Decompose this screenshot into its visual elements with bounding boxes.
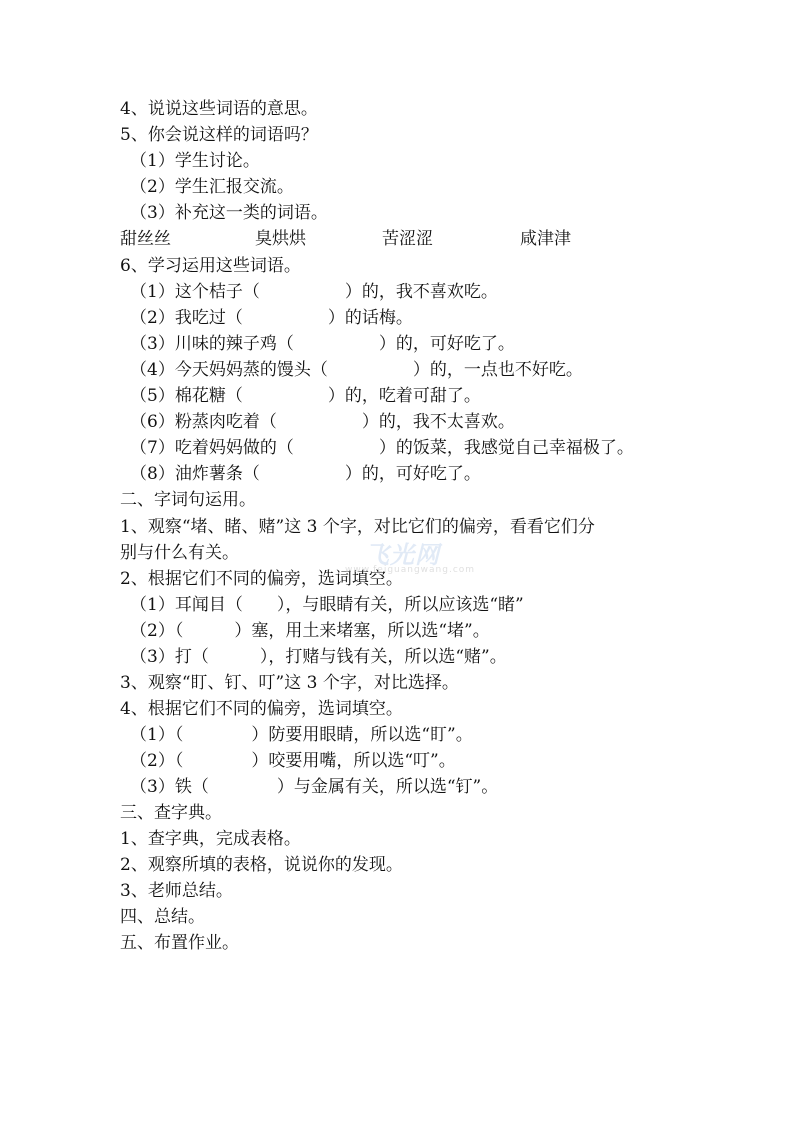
text-line: （8）油炸薯条（ ）的，可好吃了。 <box>130 464 481 484</box>
text-line: （3）补充这一类的词语。 <box>130 203 328 223</box>
text-line: （5）棉花糖（ ）的，吃着可甜了。 <box>130 386 481 406</box>
text-line: 别与什么有关。 <box>120 543 239 563</box>
word-example: 苦涩涩 <box>382 229 433 249</box>
text-line: 2、根据它们不同的偏旁，选词填空。 <box>120 569 403 589</box>
text-line: 1、查字典，完成表格。 <box>120 829 301 849</box>
text-line: （4）今天妈妈蒸的馒头（ ）的，一点也不好吃。 <box>130 360 583 380</box>
word-example: 臭烘烘 <box>255 229 306 249</box>
text-line: （3）打（ ），打赌与钱有关，所以选“赌”。 <box>130 647 507 667</box>
text-line: 4、根据它们不同的偏旁，选词填空。 <box>120 699 403 719</box>
text-line: （1）耳闻目（ ），与眼睛有关，所以应该选“睹” <box>130 595 524 615</box>
text-line: （2）（ ）塞，用土来堵塞，所以选“堵”。 <box>130 621 490 641</box>
section-heading: 四、总结。 <box>120 907 205 927</box>
text-line: 2、观察所填的表格，说说你的发现。 <box>120 855 403 875</box>
text-line: （1）这个桔子（ ）的，我不喜欢吃。 <box>130 282 498 302</box>
text-line: （1）（ ）防要用眼睛，所以选“盯”。 <box>130 725 473 745</box>
word-example: 咸津津 <box>520 229 571 249</box>
text-line: （3）铁（ ）与金属有关，所以选“钉”。 <box>130 777 499 797</box>
section-heading: 五、布置作业。 <box>120 933 239 953</box>
section-heading: 二、字词句运用。 <box>120 490 256 510</box>
text-line: 1、观察“堵、睹、赌”这 3 个字，对比它们的偏旁，看看它们分 <box>120 517 595 537</box>
text-line: （2）我吃过（ ）的话梅。 <box>130 308 413 328</box>
word-examples-row <box>120 228 640 252</box>
text-line: 6、学习运用这些词语。 <box>120 256 301 276</box>
word-example: 甜丝丝 <box>120 229 171 249</box>
text-line: 5、你会说这样的词语吗？ <box>120 125 318 145</box>
text-line: （2）（ ）咬要用嘴，所以选“叮”。 <box>130 751 456 771</box>
section-heading: 三、查字典。 <box>120 803 222 823</box>
watermark-logo: 飞光网 <box>365 541 440 569</box>
text-line: （6）粉蒸肉吃着（ ）的，我不太喜欢。 <box>130 412 515 432</box>
text-line: （2）学生汇报交流。 <box>130 177 294 197</box>
text-line: （1）学生讨论。 <box>130 151 260 171</box>
watermark <box>345 535 476 585</box>
text-line: 3、观察“盯、钉、叮”这 3 个字，对比选择。 <box>120 673 459 693</box>
text-line: （7）吃着妈妈做的（ ）的饭菜，我感觉自己幸福极了。 <box>130 438 634 458</box>
text-line: （3）川味的辣子鸡（ ）的，可好吃了。 <box>130 334 515 354</box>
text-line: 3、老师总结。 <box>120 881 233 901</box>
watermark-url: www.feiguangwang.com <box>345 565 476 575</box>
text-line: 4、说说这些词语的意思。 <box>120 99 318 119</box>
